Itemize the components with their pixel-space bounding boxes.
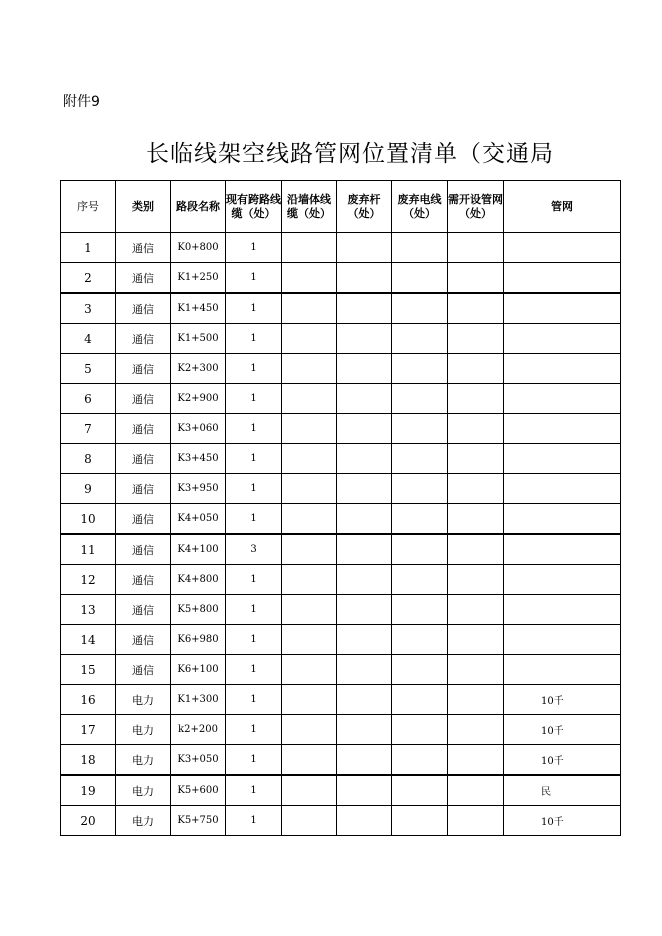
table-row [61,565,621,595]
cell-abandoned-wires [392,263,448,294]
cell-cross-road-cables: 1 [226,324,282,354]
cell-seq: 13 [61,595,116,625]
cell-abandoned-wires [392,233,448,263]
cell-abandoned-wires [392,414,448,444]
cell-abandoned-wires [392,354,448,384]
table-row [61,775,621,806]
cell-wall-cables [282,444,337,474]
cell-category: 通信 [116,263,171,294]
cell-abandoned-poles [337,233,392,263]
cell-abandoned-poles [337,775,392,806]
cell-category: 通信 [116,625,171,655]
cell-wall-cables [282,233,337,263]
cell-pipeline [504,625,621,655]
table-row [61,534,621,565]
table-row [61,715,621,745]
cell-category: 通信 [116,504,171,535]
cell-abandoned-poles [337,806,392,836]
cell-category: 通信 [116,384,171,414]
cell-new-pipeline [448,263,504,294]
cell-new-pipeline [448,233,504,263]
cell-cross-road-cables: 1 [226,565,282,595]
cell-abandoned-wires [392,806,448,836]
table-row [61,595,621,625]
cell-category: 电力 [116,775,171,806]
cell-pipeline [504,293,621,324]
cell-abandoned-poles [337,324,392,354]
cell-abandoned-wires [392,595,448,625]
cell-cross-road-cables: 1 [226,444,282,474]
cell-category: 电力 [116,745,171,776]
cell-seq: 14 [61,625,116,655]
col-header-pipeline: 管网 [504,181,621,233]
table-row [61,414,621,444]
cell-abandoned-poles [337,354,392,384]
cell-wall-cables [282,806,337,836]
cell-new-pipeline [448,384,504,414]
cell-category: 电力 [116,715,171,745]
cell-new-pipeline [448,414,504,444]
cell-wall-cables [282,324,337,354]
col-header-wall-cables: 沿墙体线缆（处） [282,181,337,233]
cell-pipeline [504,354,621,384]
cell-new-pipeline [448,534,504,565]
cell-seq: 16 [61,685,116,715]
table-row [61,233,621,263]
cell-abandoned-poles [337,565,392,595]
cell-new-pipeline [448,595,504,625]
cell-section: K1+450 [171,293,226,324]
cell-new-pipeline [448,715,504,745]
cell-category: 通信 [116,233,171,263]
table-row [61,625,621,655]
cell-abandoned-poles [337,625,392,655]
cell-wall-cables [282,595,337,625]
spreadsheet-grid [60,180,573,836]
cell-abandoned-poles [337,263,392,294]
cell-pipeline: 10千 [504,715,621,745]
cell-wall-cables [282,715,337,745]
cell-cross-road-cables: 1 [226,354,282,384]
cell-new-pipeline [448,685,504,715]
cell-section: K3+450 [171,444,226,474]
cell-cross-road-cables: 1 [226,715,282,745]
cell-pipeline [504,444,621,474]
cell-category: 通信 [116,414,171,444]
cell-pipeline: 10千 [504,806,621,836]
cell-section: K4+800 [171,565,226,595]
cell-pipeline [504,384,621,414]
cell-cross-road-cables: 1 [226,233,282,263]
cell-cross-road-cables: 1 [226,263,282,294]
cell-abandoned-wires [392,745,448,776]
cell-cross-road-cables: 1 [226,414,282,444]
cell-new-pipeline [448,625,504,655]
table-row [61,444,621,474]
cell-category: 通信 [116,293,171,324]
cell-category: 电力 [116,685,171,715]
cell-abandoned-poles [337,384,392,414]
table-row [61,685,621,715]
pipeline-table [60,180,621,836]
cell-wall-cables [282,655,337,685]
cell-section: K1+500 [171,324,226,354]
cell-seq: 17 [61,715,116,745]
cell-section: K2+900 [171,384,226,414]
cell-section: K2+300 [171,354,226,384]
cell-cross-road-cables: 1 [226,293,282,324]
cell-new-pipeline [448,354,504,384]
table-row [61,263,621,294]
cell-abandoned-wires [392,685,448,715]
cell-abandoned-poles [337,715,392,745]
cell-category: 通信 [116,474,171,504]
table-row [61,806,621,836]
cell-section: K1+250 [171,263,226,294]
cell-cross-road-cables: 1 [226,655,282,685]
cell-new-pipeline [448,806,504,836]
cell-cross-road-cables: 1 [226,595,282,625]
col-header-section: 路段名称 [171,181,226,233]
cell-pipeline: 10千 [504,685,621,715]
cell-new-pipeline [448,745,504,776]
cell-abandoned-poles [337,444,392,474]
cell-abandoned-poles [337,534,392,565]
cell-seq: 4 [61,324,116,354]
cell-seq: 2 [61,263,116,294]
cell-pipeline [504,263,621,294]
cell-wall-cables [282,565,337,595]
page-title: 长临线架空线路管网位置清单（交通局 [146,141,554,167]
cell-wall-cables [282,414,337,444]
cell-abandoned-poles [337,595,392,625]
cell-new-pipeline [448,655,504,685]
attachment-label: 附件9 [63,94,100,110]
cell-section: k2+200 [171,715,226,745]
cell-section: K0+800 [171,233,226,263]
cell-abandoned-wires [392,655,448,685]
col-header-category: 类别 [116,181,171,233]
cell-abandoned-wires [392,715,448,745]
cell-abandoned-wires [392,775,448,806]
cell-category: 通信 [116,534,171,565]
cell-wall-cables [282,263,337,294]
cell-category: 通信 [116,565,171,595]
cell-pipeline [504,414,621,444]
cell-seq: 20 [61,806,116,836]
cell-pipeline [504,474,621,504]
cell-seq: 3 [61,293,116,324]
cell-wall-cables [282,534,337,565]
cell-abandoned-poles [337,504,392,535]
cell-pipeline [504,655,621,685]
cell-section: K6+100 [171,655,226,685]
cell-category: 通信 [116,655,171,685]
cell-new-pipeline [448,324,504,354]
cell-section: K5+600 [171,775,226,806]
cell-new-pipeline [448,444,504,474]
cell-wall-cables [282,504,337,535]
cell-pipeline [504,565,621,595]
cell-pipeline [504,534,621,565]
cell-cross-road-cables: 1 [226,685,282,715]
cell-abandoned-wires [392,384,448,414]
cell-section: K3+060 [171,414,226,444]
cell-section: K1+300 [171,685,226,715]
cell-new-pipeline [448,504,504,535]
cell-cross-road-cables: 1 [226,625,282,655]
cell-pipeline [504,324,621,354]
cell-section: K6+980 [171,625,226,655]
cell-seq: 7 [61,414,116,444]
table-row [61,745,621,776]
cell-seq: 18 [61,745,116,776]
col-header-seq: 序号 [61,181,116,233]
cell-wall-cables [282,625,337,655]
table-row [61,655,621,685]
cell-abandoned-wires [392,293,448,324]
cell-category: 电力 [116,806,171,836]
cell-new-pipeline [448,775,504,806]
cell-pipeline [504,595,621,625]
cell-new-pipeline [448,565,504,595]
cell-abandoned-poles [337,293,392,324]
cell-pipeline [504,504,621,535]
cell-seq: 8 [61,444,116,474]
cell-abandoned-wires [392,324,448,354]
cell-pipeline: 10千 [504,745,621,776]
cell-abandoned-wires [392,444,448,474]
cell-abandoned-wires [392,565,448,595]
cell-section: K5+750 [171,806,226,836]
cell-wall-cables [282,354,337,384]
cell-cross-road-cables: 1 [226,806,282,836]
cell-wall-cables [282,474,337,504]
cell-seq: 5 [61,354,116,384]
cell-cross-road-cables: 1 [226,745,282,776]
cell-section: K3+050 [171,745,226,776]
col-header-new-pipeline: 需开设管网（处） [448,181,504,233]
table-row [61,474,621,504]
cell-seq: 1 [61,233,116,263]
cell-abandoned-poles [337,474,392,504]
cell-abandoned-wires [392,625,448,655]
table-row [61,293,621,324]
cell-cross-road-cables: 1 [226,775,282,806]
cell-cross-road-cables: 3 [226,534,282,565]
cell-category: 通信 [116,595,171,625]
table-row [61,384,621,414]
cell-wall-cables [282,685,337,715]
table-row [61,354,621,384]
cell-category: 通信 [116,324,171,354]
col-header-abandoned-wires: 废弃电线（处） [392,181,448,233]
cell-seq: 15 [61,655,116,685]
cell-seq: 9 [61,474,116,504]
cell-wall-cables [282,745,337,776]
cell-seq: 12 [61,565,116,595]
cell-abandoned-poles [337,685,392,715]
cell-pipeline: 民 [504,775,621,806]
cell-section: K4+050 [171,504,226,535]
cell-wall-cables [282,293,337,324]
cell-pipeline [504,233,621,263]
col-header-cross-road-cables: 现有跨路线缆（处） [226,181,282,233]
cell-seq: 6 [61,384,116,414]
cell-abandoned-wires [392,474,448,504]
cell-cross-road-cables: 1 [226,504,282,535]
cell-abandoned-wires [392,504,448,535]
cell-cross-road-cables: 1 [226,384,282,414]
cell-wall-cables [282,775,337,806]
cell-section: K3+950 [171,474,226,504]
cell-seq: 11 [61,534,116,565]
cell-section: K5+800 [171,595,226,625]
cell-abandoned-poles [337,414,392,444]
cell-seq: 19 [61,775,116,806]
header-row [61,181,621,233]
cell-cross-road-cables: 1 [226,474,282,504]
cell-new-pipeline [448,293,504,324]
cell-abandoned-wires [392,534,448,565]
cell-category: 通信 [116,444,171,474]
cell-abandoned-poles [337,745,392,776]
col-header-abandoned-poles: 废弃杆（处） [337,181,392,233]
cell-category: 通信 [116,354,171,384]
cell-section: K4+100 [171,534,226,565]
table-row [61,504,621,535]
cell-seq: 10 [61,504,116,535]
cell-abandoned-poles [337,655,392,685]
table-row [61,324,621,354]
cell-new-pipeline [448,474,504,504]
cell-wall-cables [282,384,337,414]
